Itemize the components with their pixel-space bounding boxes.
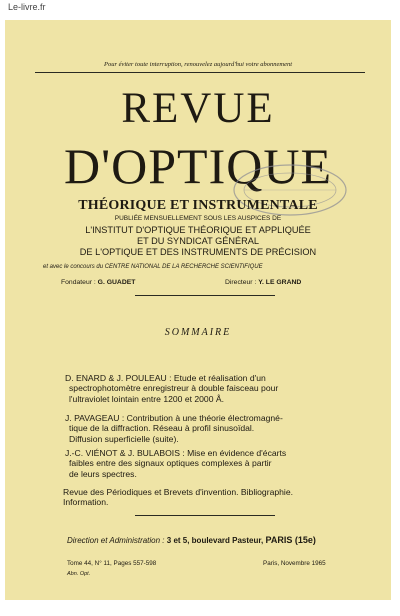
- admin-label: Direction et Administration :: [67, 536, 165, 545]
- title-optique: D'OPTIQUE: [64, 138, 332, 194]
- director-label: Directeur :: [225, 279, 257, 286]
- institute-line-1: L'INSTITUT D'OPTIQUE THÉORIQUE ET APPLIQUÉE: [85, 225, 311, 235]
- entry-line: Contribution à une théorie électromagné-: [126, 413, 283, 423]
- contents-entry: [65, 413, 360, 444]
- cnrs-line: et avec le concours du CENTRE NATIONAL DE LA RECHERCHE SCIENTIFIQUE: [43, 264, 263, 270]
- top-rule: [35, 72, 365, 73]
- issue-date: Paris, Novembre 1965: [263, 560, 326, 567]
- director-name: Y. LE GRAND: [258, 279, 302, 286]
- founder: [61, 279, 135, 286]
- founder-name: G. GUADET: [97, 279, 136, 286]
- entry-line: spectrophotomètre enregistreur à double faisceau pour: [69, 383, 279, 394]
- entry-line: Information.: [63, 497, 109, 508]
- entry-authors: D. ENARD & J. POULEAU :: [65, 373, 172, 383]
- entry-line: Mise en évidence d'écarts: [187, 448, 287, 458]
- divider-rule: [135, 295, 275, 296]
- entry-line: tique de la diffraction. Réseau à profil sinusoïdal.: [69, 423, 255, 434]
- administration-address: [67, 535, 316, 545]
- contents-entry: [65, 448, 360, 479]
- subtitle: THÉORIQUE ET INSTRUMENTALE: [78, 198, 318, 213]
- subscription-note: Pour éviter toute interruption, renouvelez aujourd'hui votre abonnement: [103, 61, 293, 68]
- director: [225, 279, 301, 286]
- divider-rule: [135, 515, 275, 516]
- published-under: PUBLIÉE MENSUELLEMENT SOUS LES AUSPICES DE: [114, 215, 282, 222]
- watermark: Le-livre.fr: [8, 2, 46, 12]
- founder-label: Fondateur :: [61, 279, 96, 286]
- entry-line: Diffusion superficielle (suite).: [69, 433, 179, 444]
- institute-line-2: ET DU SYNDICAT GÉNÉRAL: [136, 236, 259, 246]
- institute-line-3: DE L'OPTIQUE ET DES INSTRUMENTS DE PRÉCISION: [79, 247, 317, 257]
- entry-authors: J. PAVAGEAU :: [65, 413, 125, 423]
- entry-authors: J.-C. VIÉNOT & J. BULABOIS :: [65, 448, 185, 458]
- entry-line: de leurs spectres.: [69, 468, 137, 479]
- sommaire-heading: SOMMAIRE: [164, 327, 232, 338]
- entry-line: Revue des Périodiques et Brevets d'invention. Bibliographie.: [63, 487, 293, 497]
- admin-address: 3 et 5, boulevard Pasteur,: [166, 536, 264, 545]
- contents-entry: [65, 373, 360, 404]
- contents-entry-revue: [63, 487, 363, 508]
- entry-line: faibles entre des signaux optiques complexes à partir: [69, 458, 272, 469]
- entry-line: Etude et réalisation d'un: [173, 373, 266, 383]
- entry-line: l'ultraviolet lointain entre 1200 et 2000 Å.: [69, 393, 224, 404]
- issue-info: Tome 44, N° 11, Pages 557-598: [67, 560, 157, 567]
- admin-city: PARIS (15e): [265, 535, 316, 545]
- journal-cover: [5, 20, 391, 600]
- title-revue: REVUE: [121, 85, 275, 132]
- abbreviation: Abn. Opt.: [67, 571, 91, 577]
